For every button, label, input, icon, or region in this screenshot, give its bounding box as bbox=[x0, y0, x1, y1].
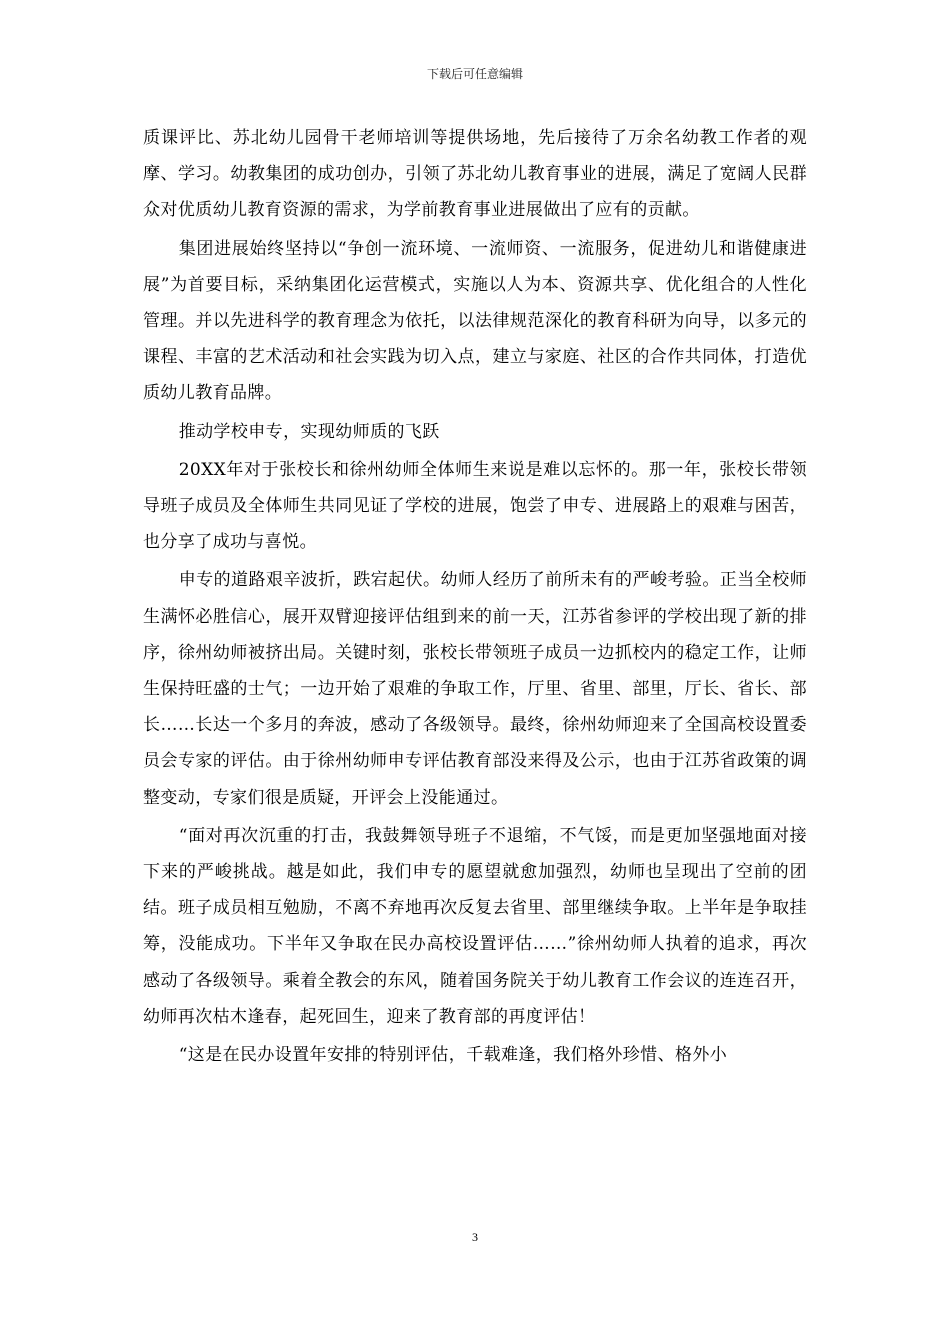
paragraph: 集团进展始终坚持以“争创一流环境、一流师资、一流服务，促进幼儿和谐健康进展”为首要目标，采纳集团化运营模式，实施以人为本、资源共享、优化组合的人性化管理。并以先进科学的教育理念为依托，以法律规范深化的教育科研为向导，以多元的课程、丰富的艺术活动和社会实践为切入点，建立与家庭、社区的合作共同体，打造优质幼儿教育品牌。 bbox=[143, 238, 807, 404]
paragraph: 申专的道路艰辛波折，跌宕起伏。幼师人经历了前所未有的严峻考验。正当全校师生满怀必胜信心，展开双臂迎接评估组到来的前一天，江苏省参评的学校出现了新的排序，徐州幼师被挤出局。关键时刻，张校长带领班子成员一边抓校内的稳定工作，让师生保持旺盛的士气；一边开始了艰难的争取工作，厅里、省里、部里，厅长、省长、部长……长达一个多月的奔波，感动了各级领导。最终，徐州幼师迎来了全国高校设置委员会专家的评估。由于徐州幼师申专评估教育部没来得及公示，也由于江苏省政策的调整变动，专家们很是质疑，开评会上没能通过。 bbox=[143, 570, 807, 808]
document-body bbox=[143, 120, 807, 1075]
paragraph: “面对再次沉重的打击，我鼓舞领导班子不退缩，不气馁，而是更加坚强地面对接下来的严峻挑战。越是如此，我们申专的愿望就愈加强烈，幼师也呈现出了空前的团结。班子成员相互勉励，不离不弃地再次反复去省里、部里继续争取。上半年是争取挂筹，没能成功。下半年又争取在民办高校设置评估……”徐州幼师人执着的追求，再次感动了各级领导。乘着全教会的东风，随着国务院关于幼儿教育工作会议的连连召开，幼师再次枯木逢春，起死回生，迎来了教育部的再度评估！ bbox=[143, 825, 807, 1027]
section-heading: 推动学校申专，实现幼师质的飞跃 bbox=[178, 421, 440, 442]
page-number: 3 bbox=[472, 1230, 478, 1244]
paragraph: 20XX年对于张校长和徐州幼师全体师生来说是难以忘怀的。那一年，张校长带领导班子成员及全体师生共同见证了学校的进展，饱尝了申专、进展路上的艰难与困苦，也分享了成功与喜悦。 bbox=[143, 459, 807, 553]
paragraph: 质课评比、苏北幼儿园骨干老师培训等提供场地，先后接待了万余名幼教工作者的观摩、学习。幼教集团的成功创办，引领了苏北幼儿教育事业的进展，满足了宽阔人民群众对优质幼儿教育资源的需求，为学前教育事业进展做出了应有的贡献。 bbox=[143, 128, 807, 221]
page-header: 下载后可任意编辑 bbox=[426, 67, 523, 81]
paragraph: “这是在民办设置年安排的特别评估，千载难逢，我们格外珍惜、格外小 bbox=[178, 1045, 728, 1066]
